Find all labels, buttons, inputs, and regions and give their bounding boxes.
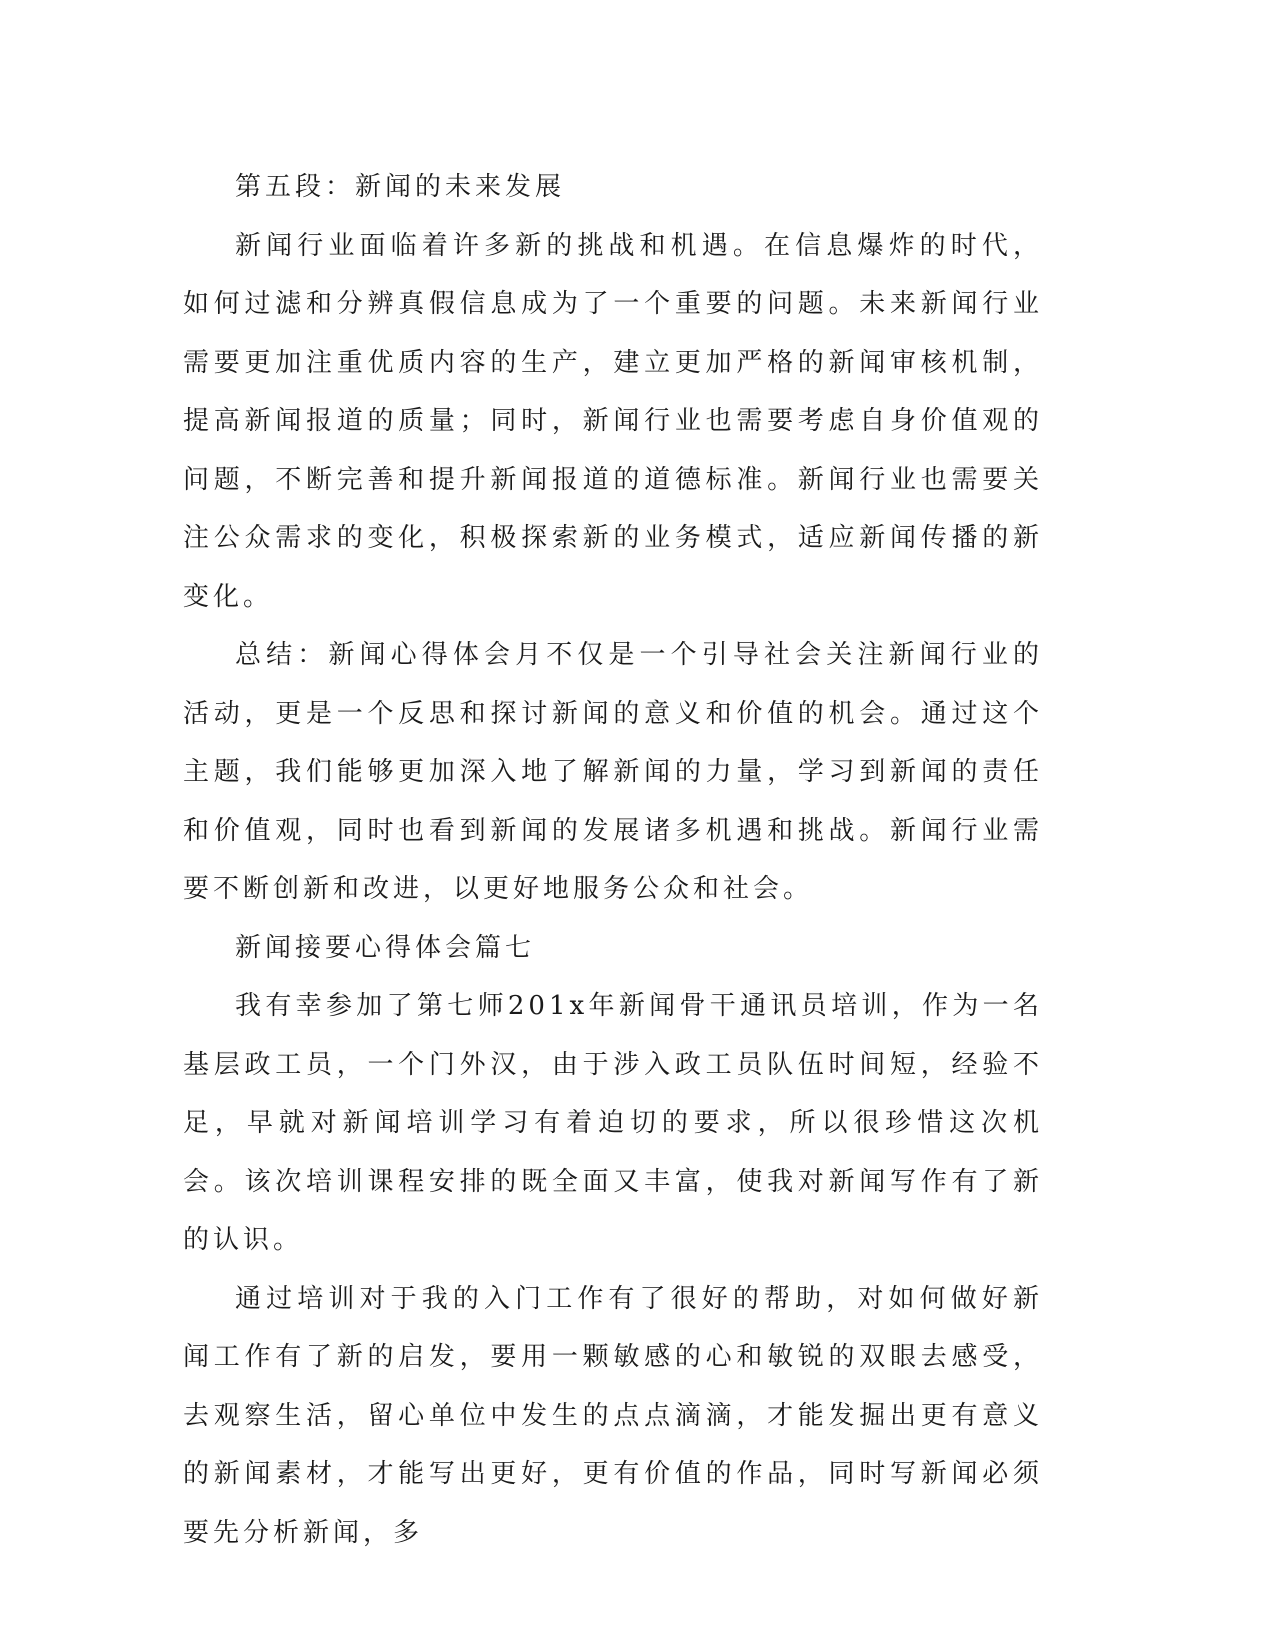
article-title: 新闻接要心得体会篇七: [235, 932, 536, 963]
document-body: [183, 158, 1043, 1562]
paragraph: 通过培训对于我的入门工作有了很好的帮助，对如何做好新闻工作有了新的启发，要用一颗敏感的心和敏锐的双眼去感受，去观察生活，留心单位中发生的点点滴滴，才能发掘出更有意义的新闻素材，才能写出更好，更有价值的作品，同时写新闻必须要先分析新闻，多: [183, 1283, 1043, 1548]
paragraph: 我有幸参加了第七师201x年新闻骨干通讯员培训，作为一名基层政工员，一个门外汉，由于涉入政工员队伍时间短，经验不足，早就对新闻培训学习有着迫切的要求，所以很珍惜这次机会。该次培训课程安排的既全面又丰富，使我对新闻写作有了新的认识。: [183, 991, 1043, 1255]
summary-paragraph: 总结：新闻心得体会月不仅是一个引导社会关注新闻行业的活动，更是一个反思和探讨新闻的意义和价值的机会。通过这个主题，我们能够更加深入地了解新闻的力量，学习到新闻的责任和价值观，同时也看到新闻的发展诸多机遇和挑战。新闻行业需要不断创新和改进，以更好地服务公众和社会。: [183, 640, 1043, 904]
paragraph: 新闻行业面临着许多新的挑战和机遇。在信息爆炸的时代，如何过滤和分辨真假信息成为了一个重要的问题。未来新闻行业需要更加注重优质内容的生产，建立更加严格的新闻审核机制，提高新闻报道的质量；同时，新闻行业也需要考虑自身价值观的问题，不断完善和提升新闻报道的道德标准。新闻行业也需要关注公众需求的变化，积极探索新的业务模式，适应新闻传播的新变化。: [183, 230, 1043, 612]
section-heading: 第五段：新闻的未来发展: [235, 172, 566, 202]
